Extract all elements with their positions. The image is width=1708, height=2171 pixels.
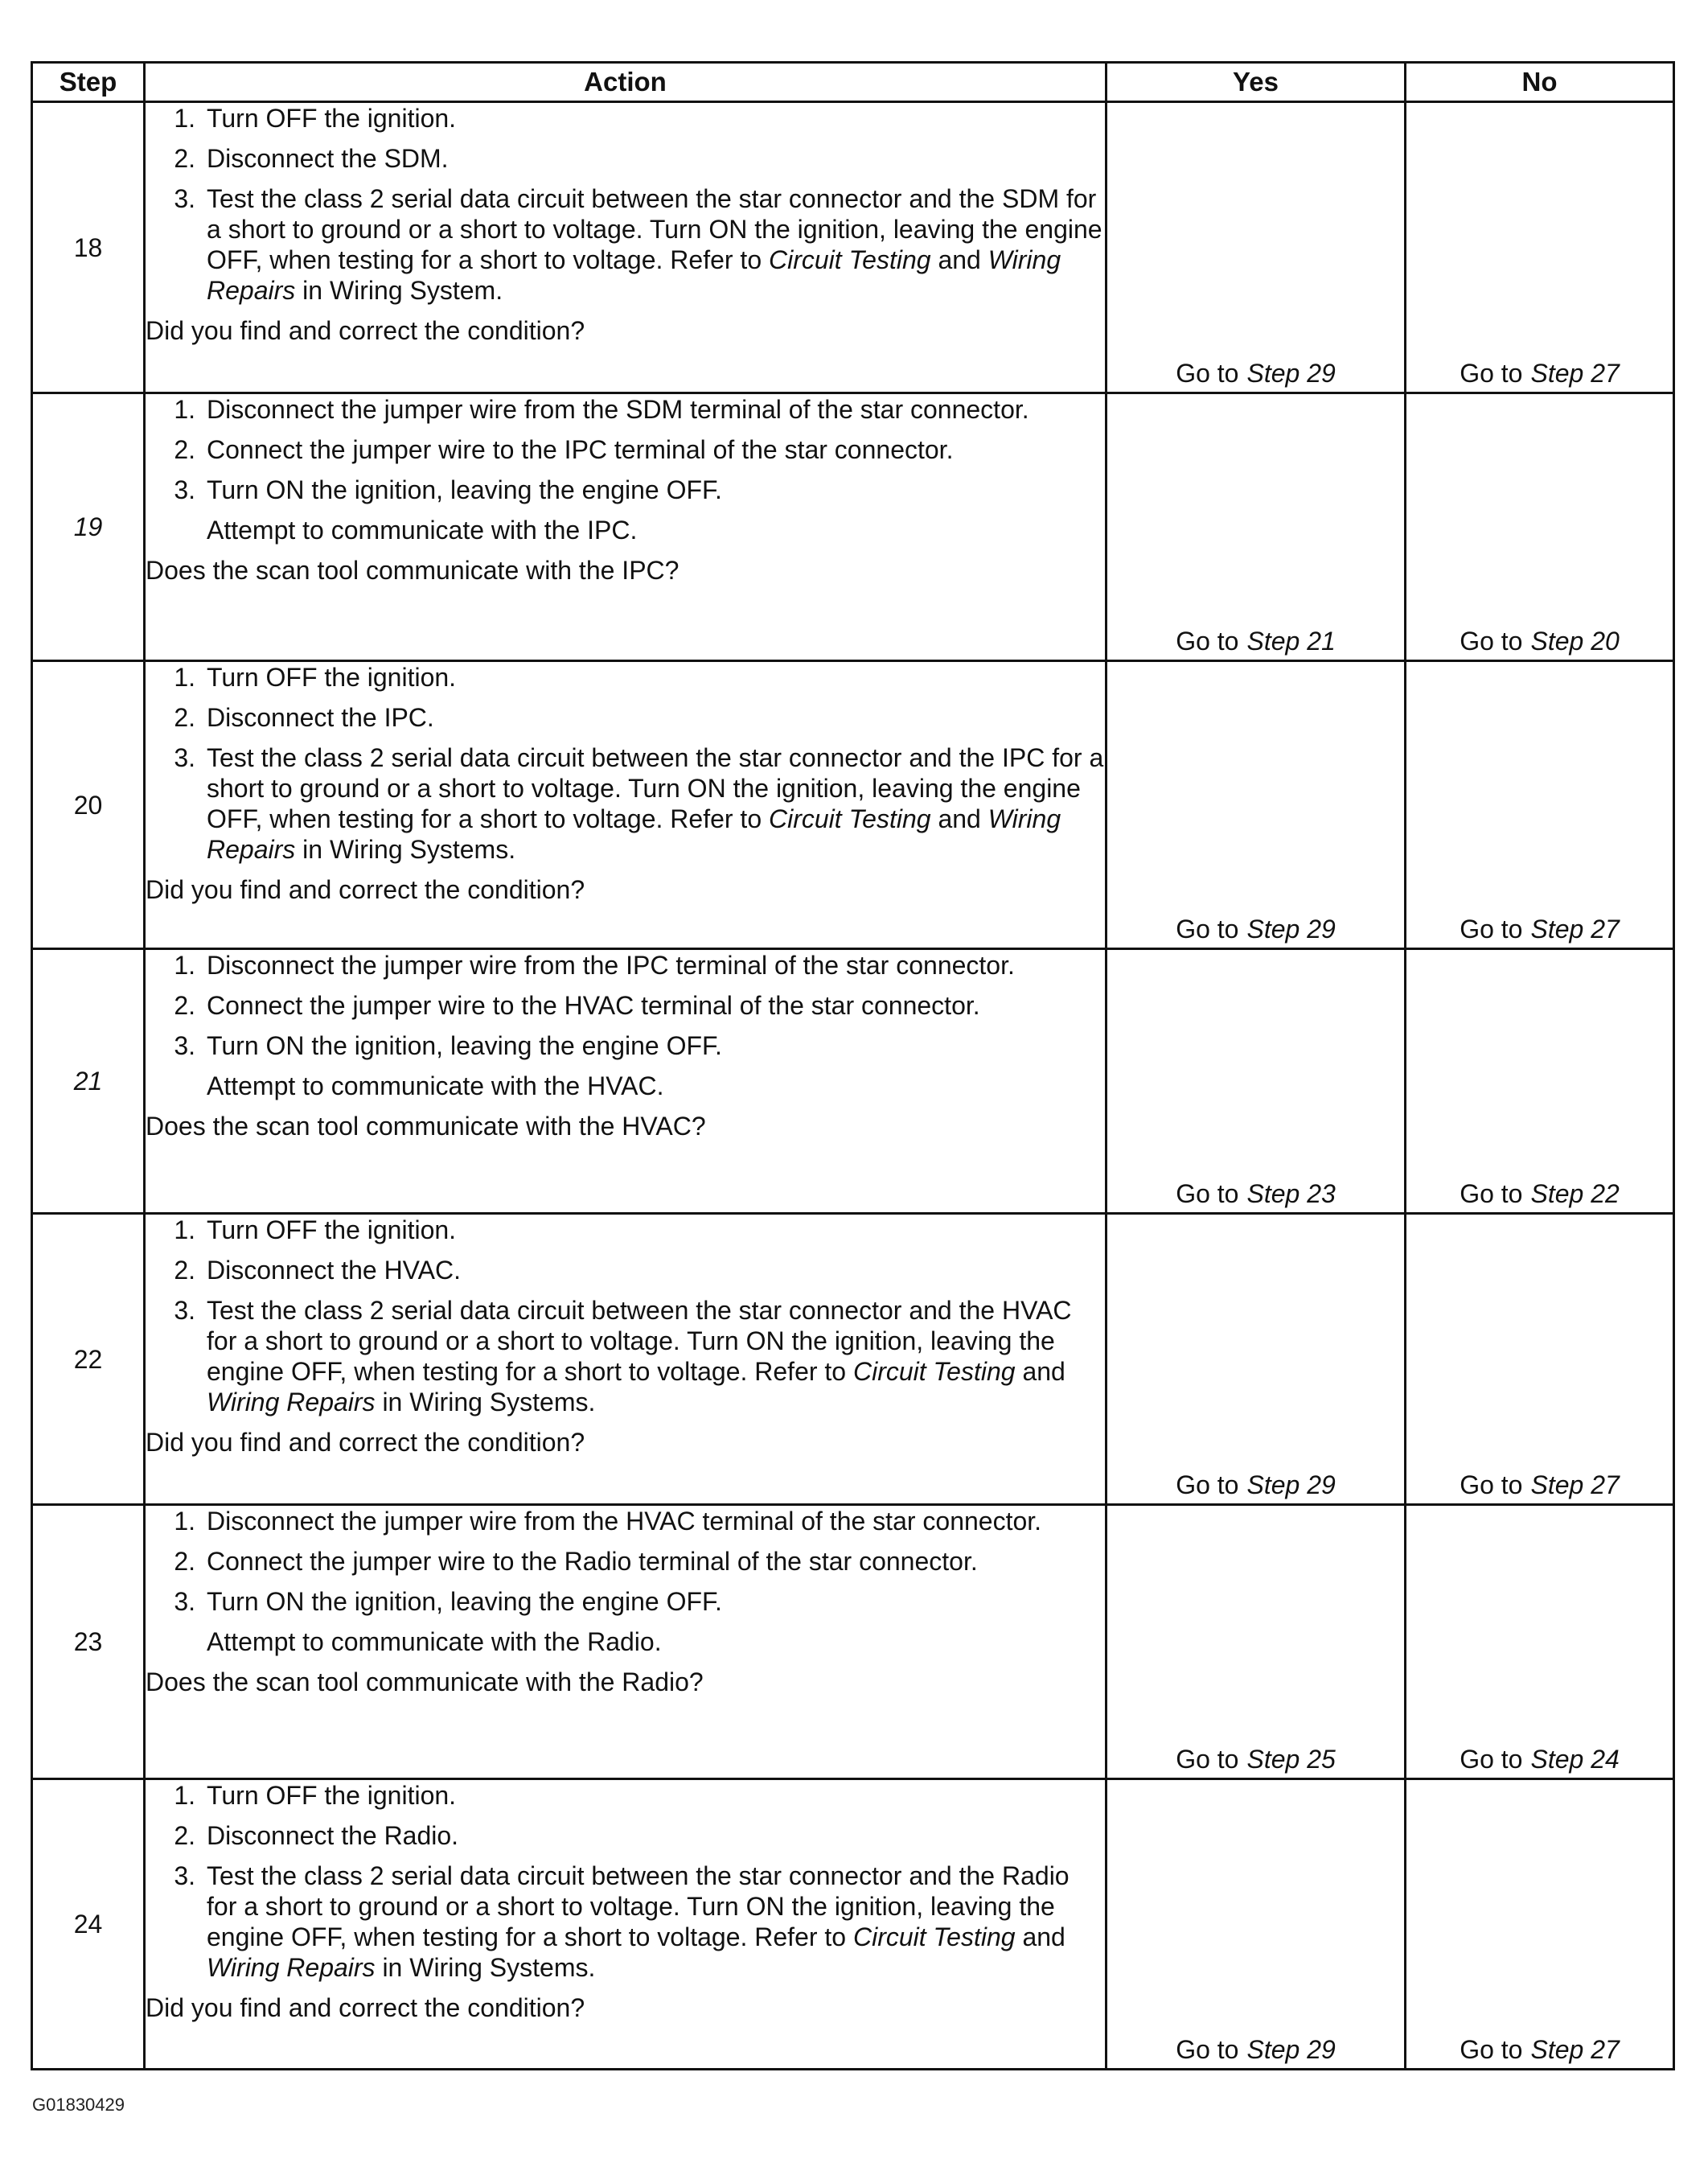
question-text: Does the scan tool communicate with the Radio? [146, 1667, 704, 1696]
reference-link-wiring-repairs: Wiring Repairs [207, 1388, 376, 1416]
question-text: Did you find and correct the condition? [146, 875, 585, 904]
action-step [146, 183, 1105, 306]
no-cell [1406, 102, 1674, 393]
step-text [207, 1295, 1105, 1417]
table-row [32, 1505, 1674, 1779]
action-step [146, 990, 1105, 1021]
action-cell [145, 949, 1107, 1214]
no-cell [1406, 661, 1674, 949]
action-step [146, 1586, 1105, 1617]
step-text [207, 742, 1105, 865]
question-text: Does the scan tool communicate with the IPC? [146, 556, 680, 585]
action-cell [145, 1214, 1107, 1505]
step-text-part: and [930, 245, 988, 274]
step-index: 1. [174, 395, 195, 424]
action-steps [146, 1215, 1105, 1417]
action-steps [146, 1780, 1105, 1983]
goto-prefix: Go to [1176, 1179, 1239, 1208]
step-text: Disconnect the SDM. [207, 144, 449, 173]
step-index: 3. [174, 743, 195, 772]
goto-prefix: Go to [1460, 359, 1523, 388]
action-step [146, 702, 1105, 733]
table-row [32, 661, 1674, 949]
diagnostic-table [31, 61, 1675, 2070]
question-text: Did you find and correct the condition? [146, 1993, 585, 2022]
table-row [32, 393, 1674, 661]
step-text [207, 183, 1105, 306]
step-text: Turn ON the ignition, leaving the engine OFF. [207, 475, 722, 504]
action-step [146, 434, 1105, 465]
question-text: Does the scan tool communicate with the HVAC? [146, 1112, 706, 1141]
step-index: 3. [174, 475, 195, 504]
step-index: 2. [174, 144, 195, 173]
yes-cell [1107, 102, 1406, 393]
step-index: 1. [174, 1507, 195, 1536]
step-text: Disconnect the jumper wire from the IPC terminal of the star connector. [207, 951, 1015, 980]
step-text: Connect the jumper wire to the IPC terminal of the star connector. [207, 435, 954, 464]
goto-prefix: Go to [1176, 2035, 1239, 2064]
goto-prefix: Go to [1460, 915, 1523, 944]
goto-no-target: Step 27 [1530, 915, 1620, 944]
yes-cell [1107, 661, 1406, 949]
action-cell [145, 102, 1107, 393]
yes-cell [1107, 1214, 1406, 1505]
table-row [32, 949, 1674, 1214]
step-text-part: Test the class 2 serial data circuit between the star connector and the Radio for a short to ground or a short to voltage. Turn ON the ignition, leaving the engine OFF, when testing for a short to voltage. Refer to [207, 1861, 1070, 1951]
action-cell [145, 1779, 1107, 2070]
table-row [32, 102, 1674, 393]
no-cell [1406, 1214, 1674, 1505]
step-text-part: in Wiring System. [295, 276, 503, 305]
step-number: 18 [32, 102, 145, 393]
step-text: Connect the jumper wire to the HVAC terminal of the star connector. [207, 991, 980, 1020]
step-number: 22 [32, 1214, 145, 1505]
step-text: Turn OFF the ignition. [207, 1781, 457, 1810]
step-index: 2. [174, 991, 195, 1020]
table-row [32, 1779, 1674, 2070]
no-cell [1406, 393, 1674, 661]
header-yes: Yes [1107, 63, 1406, 102]
header-no: No [1406, 63, 1674, 102]
action-step [146, 143, 1105, 174]
goto-prefix: Go to [1176, 915, 1239, 944]
action-step [146, 475, 1105, 505]
reference-link-circuit-testing: Circuit Testing [852, 1357, 1016, 1386]
action-step [146, 1215, 1105, 1245]
no-cell [1406, 1779, 1674, 2070]
step-text: Turn ON the ignition, leaving the engine OFF. [207, 1031, 722, 1060]
action-cell [145, 393, 1107, 661]
action-steps [146, 103, 1105, 306]
step-text [207, 1861, 1105, 1983]
step-index: 3. [174, 1296, 195, 1325]
step-index: 1. [174, 951, 195, 980]
step-text-part: and [930, 804, 988, 833]
step-text: Disconnect the HVAC. [207, 1256, 461, 1285]
goto-yes-target: Step 29 [1246, 2035, 1336, 2064]
goto-prefix: Go to [1176, 1470, 1239, 1499]
step-text-part: in Wiring Systems. [295, 835, 516, 864]
action-step [146, 1861, 1105, 1983]
table-header-row [32, 63, 1674, 102]
yes-cell [1107, 949, 1406, 1214]
goto-yes-target: Step 29 [1246, 359, 1336, 388]
yes-cell [1107, 1505, 1406, 1779]
step-text: Turn OFF the ignition. [207, 104, 457, 133]
action-steps [146, 394, 1105, 505]
goto-no-target: Step 27 [1530, 1470, 1620, 1499]
action-step [146, 1546, 1105, 1577]
action-cell [145, 1505, 1107, 1779]
action-cell [145, 661, 1107, 949]
no-cell [1406, 949, 1674, 1214]
goto-no-target: Step 22 [1530, 1179, 1620, 1208]
step-text: Turn OFF the ignition. [207, 1215, 457, 1244]
reference-link-wiring-repairs: Wiring Repairs [207, 1953, 376, 1982]
step-index: 1. [174, 1215, 195, 1244]
table-row [32, 1214, 1674, 1505]
note-text: Attempt to communicate with the HVAC. [207, 1071, 664, 1100]
step-index: 3. [174, 1587, 195, 1616]
reference-link-circuit-testing: Circuit Testing [852, 1922, 1016, 1951]
goto-prefix: Go to [1460, 1470, 1523, 1499]
goto-prefix: Go to [1460, 1745, 1523, 1774]
goto-yes-target: Step 21 [1246, 627, 1336, 656]
goto-yes-target: Step 25 [1246, 1745, 1336, 1774]
action-step [146, 1295, 1105, 1417]
reference-link-wiring-repairs: Wiring Repairs [207, 245, 1061, 305]
note-text: Attempt to communicate with the Radio. [207, 1627, 662, 1656]
action-steps [146, 662, 1105, 865]
step-text-part: Test the class 2 serial data circuit between the star connector and the SDM for a short to ground or a short to voltage. Turn ON the ignition, leaving the engine OFF, when testing for a short to voltage. Refer to [207, 184, 1102, 274]
step-text-part: Test the class 2 serial data circuit between the star connector and the IPC for a short to ground or a short to voltage. Turn ON the ignition, leaving the engine OFF, when testing for a short to voltage. Refer to [207, 743, 1104, 833]
action-step [146, 742, 1105, 865]
goto-no-target: Step 24 [1530, 1745, 1620, 1774]
goto-no-target: Step 20 [1530, 627, 1620, 656]
step-text-part: in Wiring Systems. [375, 1953, 596, 1982]
step-text-part: and [1015, 1922, 1065, 1951]
goto-no-target: Step 27 [1530, 2035, 1620, 2064]
step-text-part: and [1015, 1357, 1065, 1386]
step-number: 20 [32, 661, 145, 949]
step-number: 23 [32, 1505, 145, 1779]
action-step [146, 1255, 1105, 1285]
step-number: 19 [32, 393, 145, 661]
goto-yes-target: Step 29 [1246, 1470, 1336, 1499]
step-index: 2. [174, 1547, 195, 1576]
step-index: 2. [174, 1821, 195, 1850]
step-index: 3. [174, 184, 195, 213]
step-index: 1. [174, 663, 195, 692]
goto-yes-target: Step 29 [1246, 915, 1336, 944]
step-number: 24 [32, 1779, 145, 2070]
action-step [146, 103, 1105, 134]
figure-code: G01830429 [32, 2095, 125, 2115]
step-text: Disconnect the Radio. [207, 1821, 459, 1850]
step-index: 3. [174, 1031, 195, 1060]
goto-prefix: Go to [1460, 627, 1523, 656]
action-step [146, 1820, 1105, 1851]
step-index: 2. [174, 435, 195, 464]
note-text: Attempt to communicate with the IPC. [207, 516, 638, 545]
goto-prefix: Go to [1460, 2035, 1523, 2064]
no-cell [1406, 1505, 1674, 1779]
goto-prefix: Go to [1460, 1179, 1523, 1208]
step-index: 2. [174, 1256, 195, 1285]
question-text: Did you find and correct the condition? [146, 316, 585, 345]
action-step [146, 950, 1105, 981]
step-index: 3. [174, 1861, 195, 1890]
reference-link-circuit-testing: Circuit Testing [769, 245, 931, 274]
action-steps [146, 1506, 1105, 1617]
goto-yes-target: Step 23 [1246, 1179, 1336, 1208]
goto-no-target: Step 27 [1530, 359, 1620, 388]
reference-link-circuit-testing: Circuit Testing [769, 804, 931, 833]
reference-link-wiring-repairs: Wiring Repairs [207, 804, 1061, 864]
action-steps [146, 950, 1105, 1061]
step-text: Connect the jumper wire to the Radio terminal of the star connector. [207, 1547, 978, 1576]
step-number: 21 [32, 949, 145, 1214]
yes-cell [1107, 393, 1406, 661]
action-step [146, 1030, 1105, 1061]
goto-prefix: Go to [1176, 359, 1239, 388]
step-text: Turn OFF the ignition. [207, 663, 457, 692]
header-action: Action [145, 63, 1107, 102]
action-step [146, 1506, 1105, 1536]
goto-prefix: Go to [1176, 627, 1239, 656]
step-text-part: in Wiring Systems. [375, 1388, 596, 1416]
step-index: 2. [174, 703, 195, 732]
goto-prefix: Go to [1176, 1745, 1239, 1774]
action-step [146, 1780, 1105, 1811]
step-index: 1. [174, 104, 195, 133]
step-text: Disconnect the jumper wire from the HVAC terminal of the star connector. [207, 1507, 1042, 1536]
step-text: Disconnect the jumper wire from the SDM terminal of the star connector. [207, 395, 1029, 424]
step-text: Disconnect the IPC. [207, 703, 434, 732]
yes-cell [1107, 1779, 1406, 2070]
step-index: 1. [174, 1781, 195, 1810]
step-text-part: Test the class 2 serial data circuit between the star connector and the HVAC for a short to ground or a short to voltage. Turn ON the ignition, leaving the engine OFF, when testing for a short to voltage. Refer to [207, 1296, 1072, 1386]
question-text: Did you find and correct the condition? [146, 1428, 585, 1457]
action-step [146, 662, 1105, 693]
header-step: Step [32, 63, 145, 102]
action-step [146, 394, 1105, 425]
step-text: Turn ON the ignition, leaving the engine OFF. [207, 1587, 722, 1616]
